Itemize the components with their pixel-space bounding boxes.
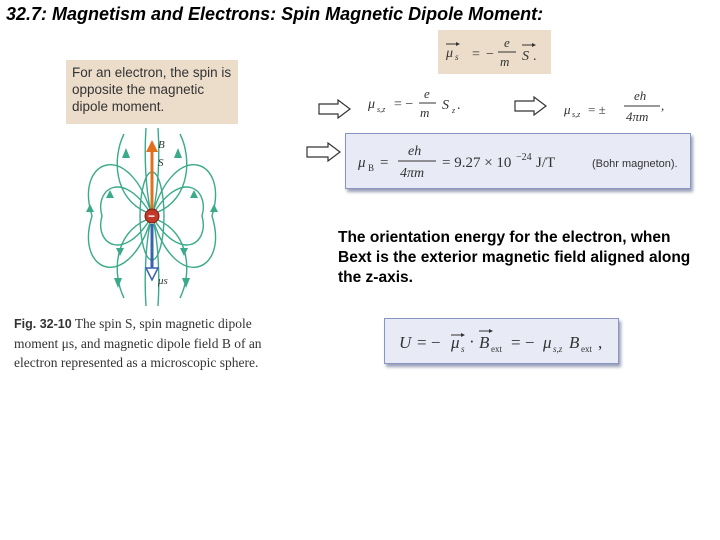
mu-arrow-head: [146, 268, 158, 280]
mu-s-symbol: μ: [446, 46, 454, 61]
svg-text:μ: μ: [368, 97, 376, 112]
svg-text:eh: eh: [634, 88, 647, 103]
svg-text:μ: μ: [451, 333, 460, 352]
spin-moment-equation-graphic: [438, 30, 551, 74]
svg-text:= 9.27 × 10: = 9.27 × 10: [442, 155, 512, 171]
svg-text:s,z: s,z: [553, 344, 563, 354]
svg-text:z: z: [452, 106, 456, 115]
bohr-magneton-graphic: [356, 136, 686, 186]
svg-text:ext: ext: [491, 344, 502, 354]
svg-text:=: =: [380, 155, 389, 171]
slide-title: 32.7: Magnetism and Electrons: Spin Magnetic Dipole Moment:: [6, 4, 544, 24]
svg-text:B: B: [479, 333, 490, 352]
svg-text:s: s: [461, 344, 465, 354]
svg-text:e: e: [504, 35, 510, 50]
svg-text:= −: = −: [511, 333, 535, 352]
figure-number: Fig. 32-10: [14, 317, 72, 331]
figure-caption: [14, 314, 276, 372]
svg-text:μ: μ: [564, 102, 571, 117]
right-arrow-icon: [318, 99, 352, 119]
svg-text:U: U: [399, 333, 412, 352]
figure-caption-text: The spin S, spin magnetic dipole moment μs, and magnetic dipole field B of an electron represented as a microscopic sphere.: [14, 316, 262, 370]
svg-text:s,z: s,z: [572, 110, 581, 119]
svg-text:μ: μ: [543, 333, 552, 352]
right-arrow-icon: [306, 142, 342, 162]
right-arrow-icon: [514, 96, 548, 116]
svg-text:J/T: J/T: [536, 155, 556, 171]
svg-text:B: B: [368, 163, 375, 173]
svg-text:4πm: 4πm: [400, 166, 425, 181]
svg-text:.: .: [533, 49, 537, 64]
label-mu: μs: [158, 275, 168, 287]
svg-text:μ: μ: [358, 155, 366, 171]
bohr-magneton-equation: [345, 133, 691, 189]
svg-text:= ±: = ±: [588, 102, 606, 117]
svg-text:m: m: [500, 54, 510, 69]
bohr-label: (Bohr magneton).: [592, 158, 678, 170]
electron-minus-sign: −: [148, 209, 156, 223]
svg-text:B: B: [569, 333, 580, 352]
z-component-equation: [366, 84, 476, 126]
svg-text:−: −: [486, 47, 494, 62]
z-value-equation: [562, 84, 672, 126]
svg-text:,: ,: [598, 333, 603, 352]
energy-equation-graphic: [397, 321, 617, 361]
svg-text:ext: ext: [581, 344, 592, 354]
label-b: B: [158, 139, 165, 151]
label-s: S: [158, 157, 164, 169]
orientation-energy-description: The orientation energy for the electron, when Bext is the exterior magnetic field aligned along the z-axis.: [338, 229, 691, 286]
svg-text:4πm: 4πm: [626, 109, 649, 124]
spin-note: For an electron, the spin is opposite the magnetic dipole moment.: [66, 60, 238, 124]
svg-text:m: m: [420, 105, 430, 120]
svg-text:= −: = −: [394, 97, 414, 112]
svg-text:.: .: [457, 98, 461, 113]
svg-text:= −: = −: [417, 333, 441, 352]
svg-text:S: S: [522, 49, 529, 64]
svg-text:,: ,: [661, 98, 665, 113]
svg-text:S: S: [442, 98, 449, 113]
svg-text:e: e: [424, 86, 430, 101]
svg-text:−24: −24: [516, 152, 532, 163]
electron-dipole-field-figure: [84, 128, 224, 306]
svg-text:s: s: [455, 52, 459, 62]
svg-text:eh: eh: [408, 144, 422, 159]
svg-text:s,z: s,z: [377, 105, 386, 114]
spin-moment-equation: [438, 30, 551, 74]
svg-text:=: =: [472, 47, 480, 62]
spin-arrow-head: [146, 140, 158, 152]
svg-text:·: ·: [469, 332, 475, 351]
orientation-energy-equation: [384, 318, 619, 364]
